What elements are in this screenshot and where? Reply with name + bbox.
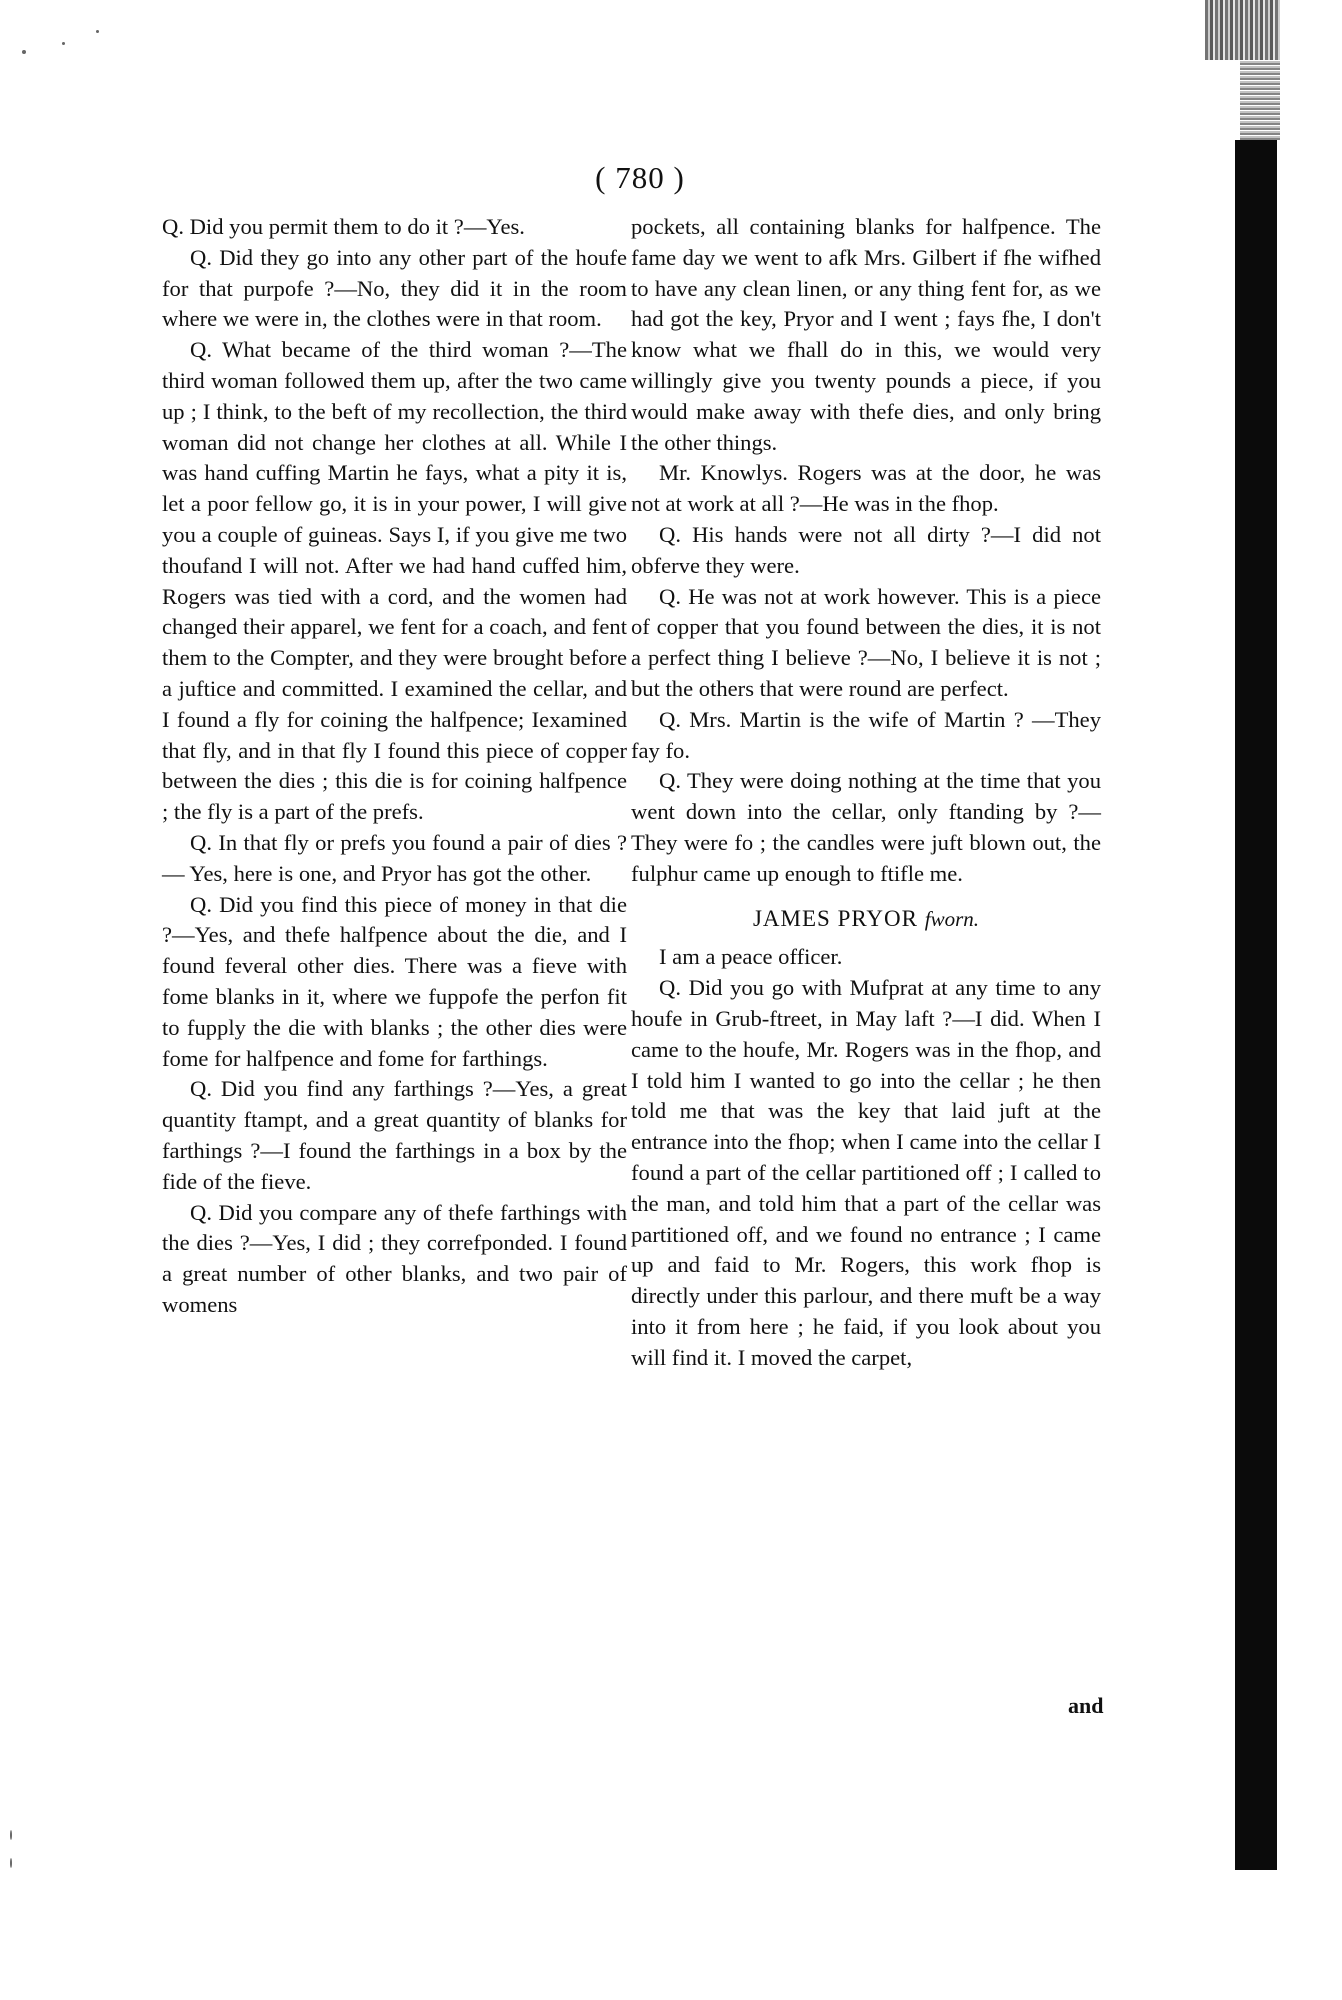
page-edge-scan-artifact [1240, 60, 1280, 140]
right-column-top [631, 212, 1101, 890]
paragraph: Q. Did you find any farthings ?—Yes, a great quantity ftampt, and a great quantity of blanks for farthings ?—I found the farthings in a box by the fide of the fieve. [162, 1076, 627, 1194]
scan-speck [10, 1858, 12, 1868]
page-edge-shadow [1235, 140, 1277, 1870]
scan-speck [62, 42, 65, 45]
paragraph: Q. Did you go with Mufprat at any time to any houfe in Grub-ftreet, in May laft ?—I did. When I came to the houfe, Mr. Rogers was in the fhop, and I told him I wanted to go into the cellar ; he then told me that was the key that laid juft at the entrance into the fhop; when I came into the cellar I found a part of the cellar partitioned off ; I called to the man, and told him that a part of the cellar was partitioned off, and we found no entrance ; I came up and faid to Mr. Rogers, this work fhop is directly under this parlour, and there muft be a way into it from here ; he faid, if you look about you will find it. I moved the carpet, [631, 975, 1101, 1370]
right-column-bottom [631, 942, 1101, 1373]
page-number: ( 780 ) [595, 160, 685, 195]
paragraph: Q. Did you compare any of thefe farthings with the dies ?—Yes, I did ; they correfponded. I found a great number of other blanks, and two pair of womens [162, 1199, 627, 1317]
paragraph: Q. Did you permit them to do it ?—Yes. [162, 214, 525, 239]
catchword: and [1068, 1693, 1104, 1718]
paragraph: Q. Did they go into any other part of the houfe for that purpofe ?—No, they did it in the room where we were in, the clothes were in that room. [162, 244, 627, 332]
right-column [631, 212, 1101, 1373]
paragraph: Mr. Knowlys. Rogers was at the door, he was not at work at all ?—He was in the fhop. [631, 460, 1101, 517]
sworn-label: fworn. [924, 906, 980, 931]
scan-speck [96, 30, 99, 33]
paragraph: pockets, all containing blanks for halfpence. The fame day we went to afk Mrs. Gilbert if fhe wifhed to have any clean linen, or any thing fent for, as we had got the key, Pryor and I went ; fays fhe, I don't know what we fhall do in this, we would very willingly give you twenty pounds a piece, if you would make away with thefe dies, and only bring the other things. [631, 214, 1101, 455]
scan-speck [22, 50, 26, 54]
paragraph: Q. Did you find this piece of money in that die ?—Yes, and thefe halfpence about the die, and I found feveral other dies. There was a fieve with fome blanks in it, where we fuppofe the perfon fit to fupply the die with blanks ; the other dies were fome for halfpence and fome for farthings. [162, 891, 627, 1071]
left-column [162, 212, 627, 1321]
witness-heading [631, 904, 1101, 935]
paragraph: Q. Mrs. Martin is the wife of Martin ? —They fay fo. [631, 706, 1101, 763]
paragraph: Q. In that fly or prefs you found a pair of dies ?— Yes, here is one, and Pryor has got the other. [162, 829, 627, 886]
paragraph: Q. They were doing nothing at the time that you went down into the cellar, only ftanding by ?—They were fo ; the candles were juft blown out, the fulphur came up enough to ftifle me. [631, 768, 1101, 886]
paragraph: Q. What became of the third woman ?—The third woman followed them up, after the two came up ; I think, to the beft of my recollection, the third woman did not change her clothes at all. While I was hand cuffing Martin he fays, what a pity it is, let a poor fellow go, it is in your power, I will give you a couple of guineas. Says I, if you give me two thoufand I will not. After we had hand cuffed him, Rogers was tied with a cord, and the women had changed their apparel, we fent for a coach, and fent them to the Compter, and they were brought before a juftice and committed. I examined the cellar, and I found a fly for coining the halfpence; Iexamined that fly, and in that fly I found this piece of copper between the dies ; this die is for coining halfpence ; the fly is a part of the prefs. [162, 337, 627, 825]
paragraph: Q. His hands were not all dirty ?—I did not obferve they were. [631, 521, 1101, 578]
witness-name: JAMES PRYOR [752, 905, 918, 931]
paragraph: I am a peace officer. [659, 944, 843, 970]
scan-speck [10, 1830, 12, 1840]
page-edge-scan-artifact [1205, 0, 1280, 60]
paragraph: Q. He was not at work however. This is a piece of copper that you found between the dies, it is not a perfect thing I believe ?—No, I believe it is not ; but the others that were round are perfect. [631, 583, 1101, 701]
